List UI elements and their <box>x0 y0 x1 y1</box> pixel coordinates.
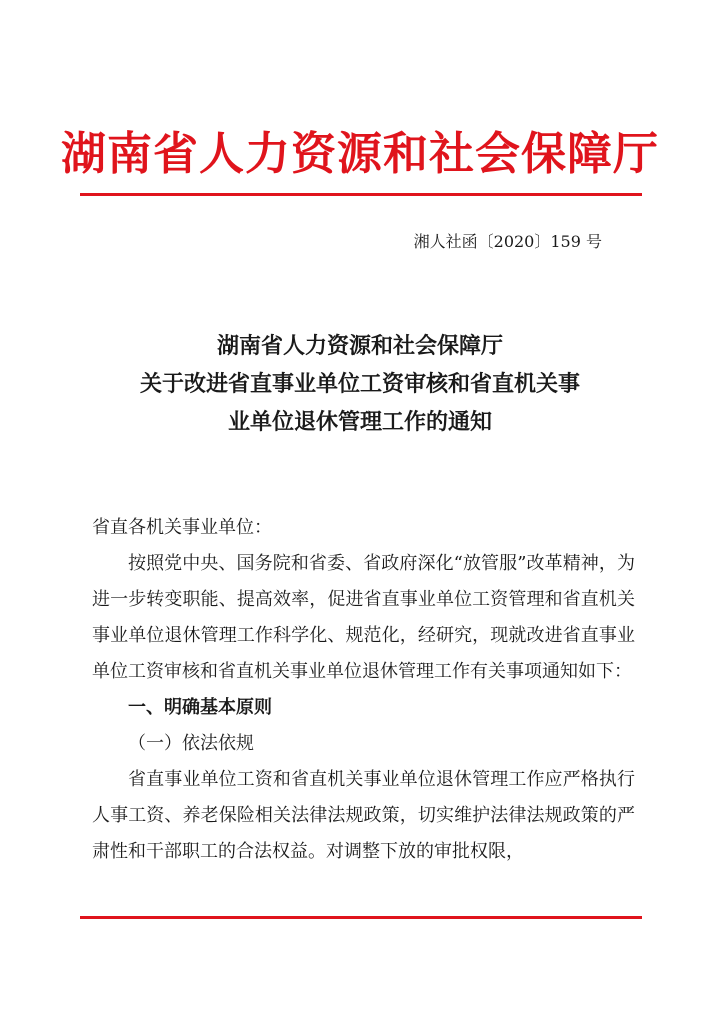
section-heading: 一、明确基本原则 <box>128 697 272 718</box>
masthead-rule <box>80 193 642 196</box>
body-paragraph: 省直事业单位工资和省直机关事业单位退休管理工作应严格执行人事工资、养老保险相关法律法规政策，切实维护法律法规政策的严肃性和干部职工的合法权益。对调整下放的审批权限， <box>92 769 635 862</box>
footer-rule <box>80 916 642 919</box>
title-line: 业单位退休管理工作的通知 <box>227 410 492 435</box>
intro-paragraph: 按照党中央、国务院和省委、省政府深化“放管服”改革精神，为进一步转变职能、提高效率，促进省直事业单位工资管理和省直机关事业单位退休管理工作科学化、规范化，经研究，现就改进省直事业单位工资审核和省直机关事业单位退休管理工作有关事项通知如下： <box>92 553 635 682</box>
title-line: 湖南省人力资源和社会保障厅 <box>216 334 503 359</box>
title-line: 关于改进省直事业单位工资审核和省直机关事 <box>139 372 580 397</box>
masthead-organization: 湖南省人力资源和社会保障厅 <box>60 127 659 180</box>
document-number: 湘人社函〔2020〕159 号 <box>413 232 602 251</box>
document-body <box>92 510 635 870</box>
salutation: 省直各机关事业单位： <box>92 517 272 538</box>
document-title <box>0 328 720 442</box>
subsection-heading: （一）依法依规 <box>128 733 254 754</box>
